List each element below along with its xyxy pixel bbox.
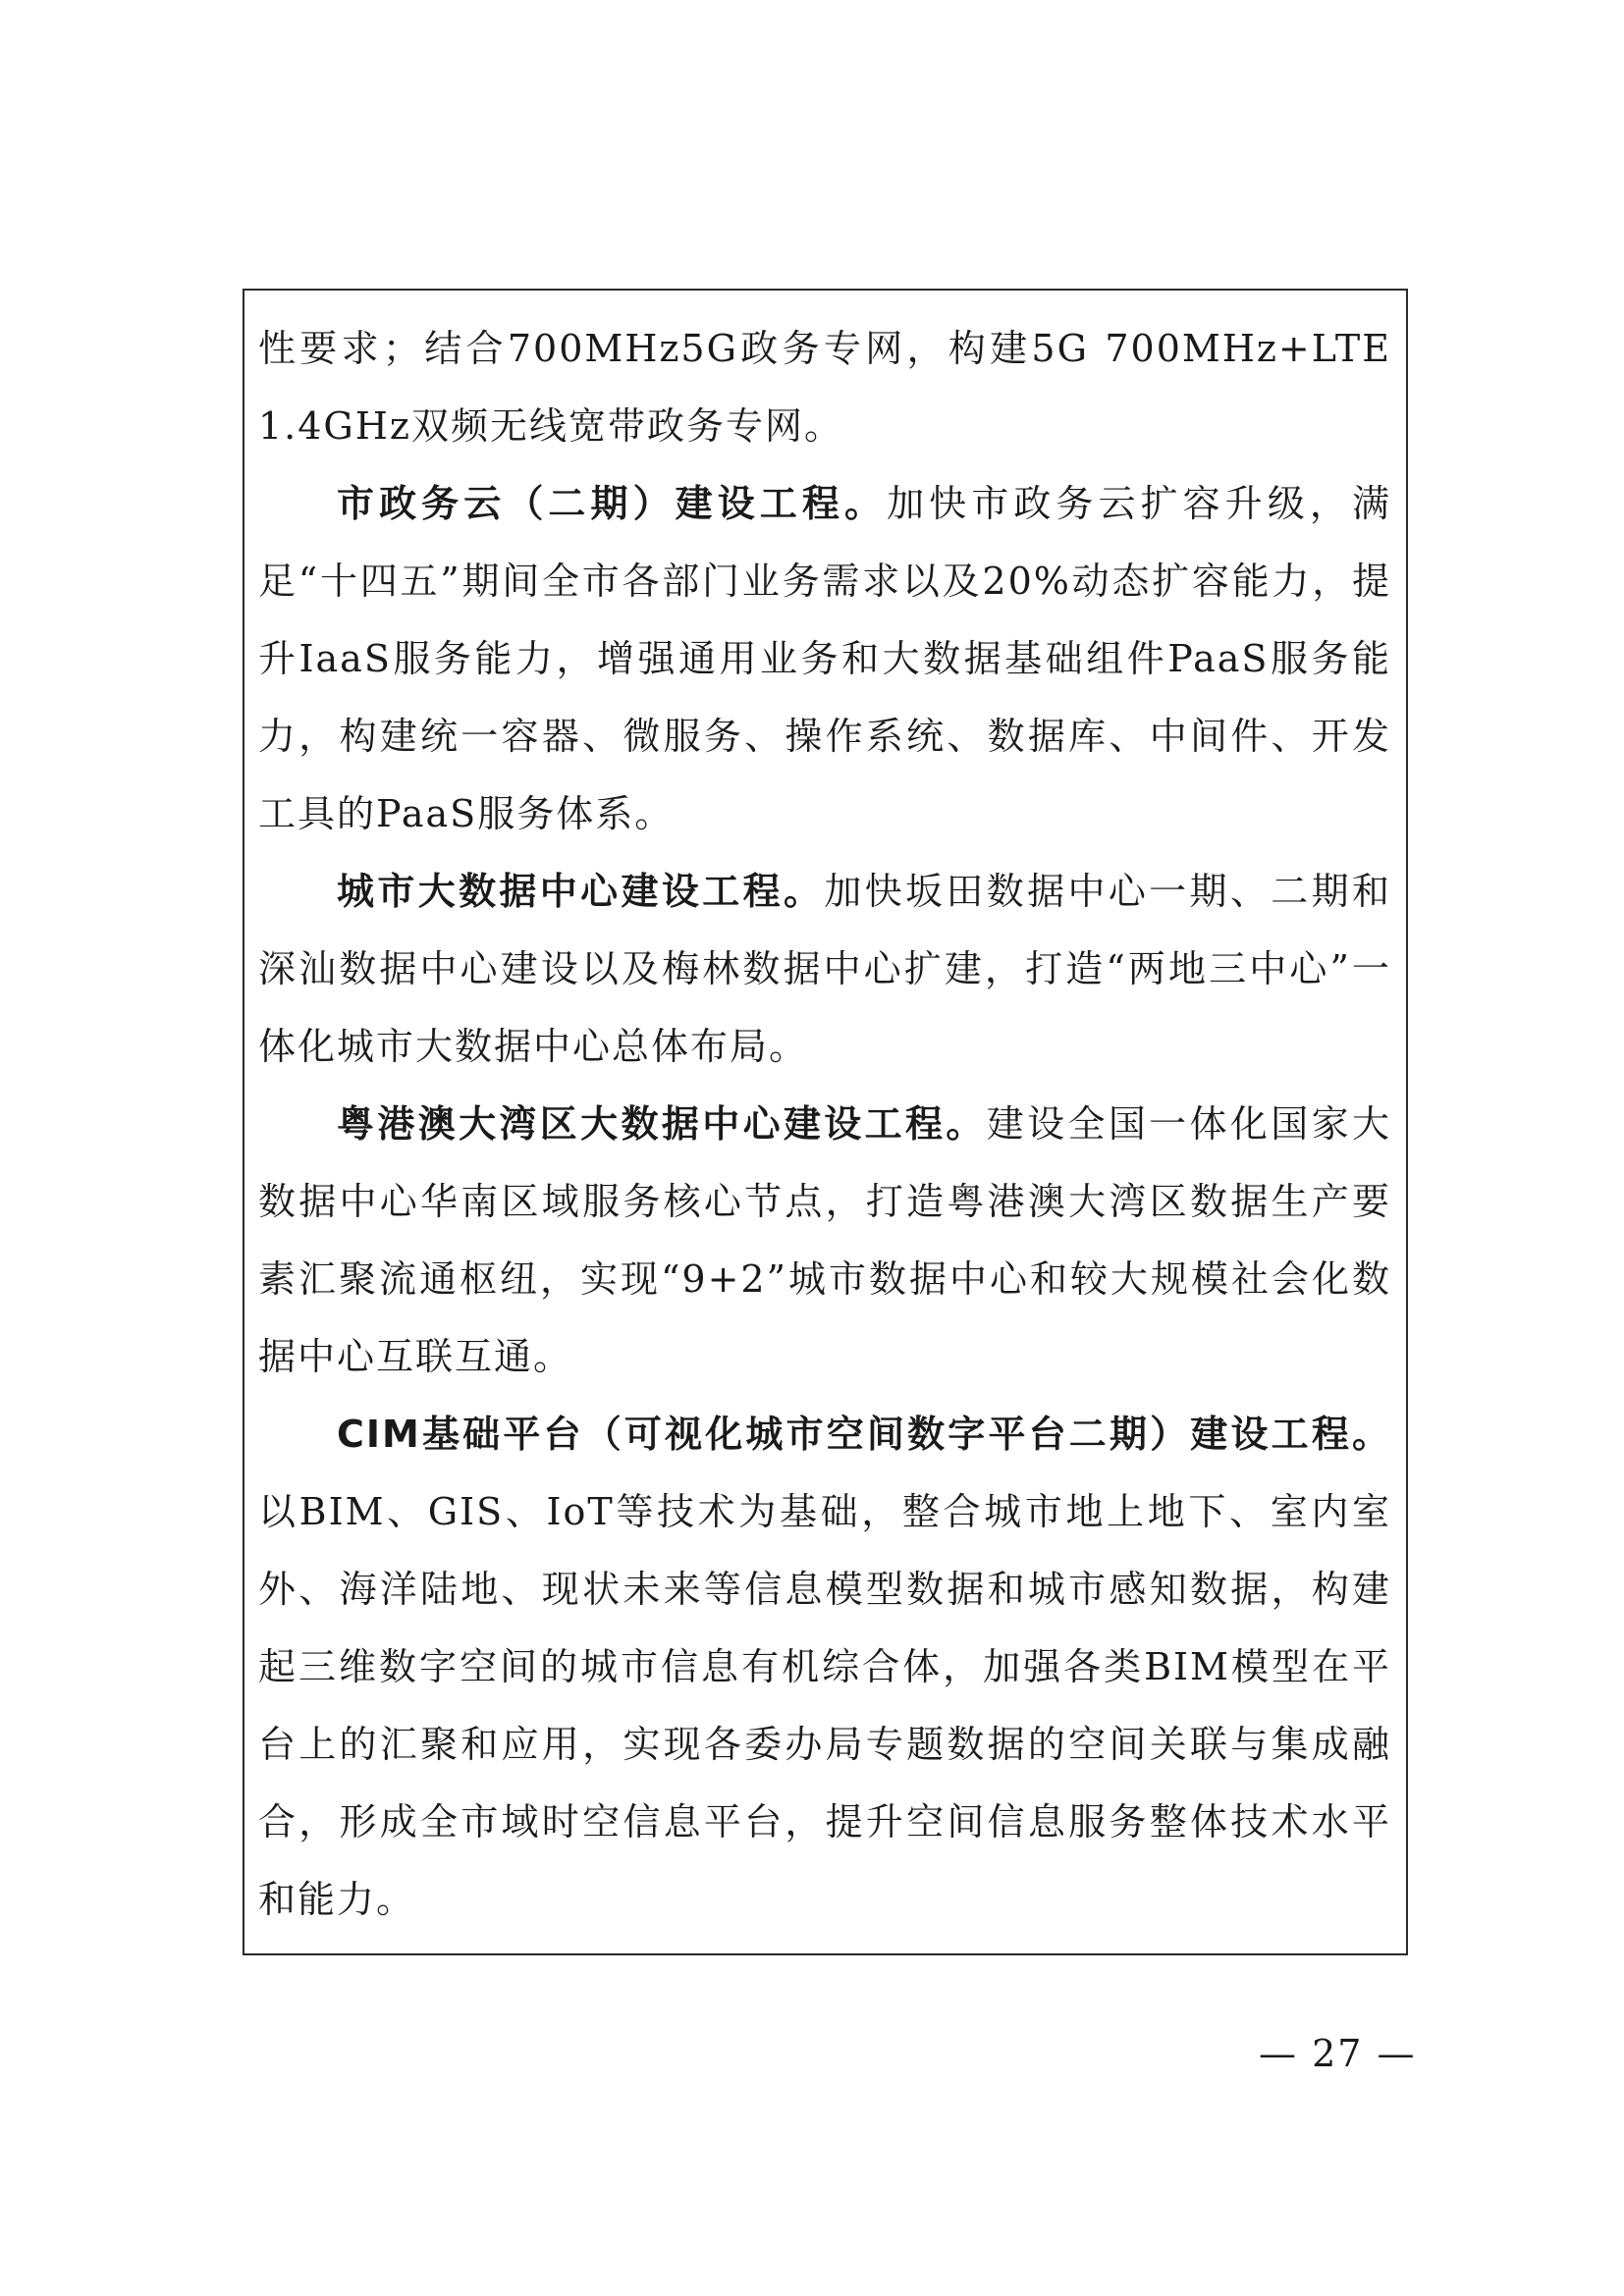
section-body: 加快市政务云扩容升级，满足“十四五”期间全市各部门业务需求以及20%动态扩容能力，提升IaaS服务能力，增强通用业务和大数据基础组件PaaS服务能力，构建统一容器、微服务、操作系统、数据库、中间件、开发工具的PaaS服务体系。 bbox=[258, 482, 1391, 835]
section-heading: CIM基础平台（可视化城市空间数字平台二期）建设工程。 bbox=[337, 1413, 1391, 1456]
intro-paragraph: 性要求；结合700MHz5G政务专网，构建5G 700MHz+LTE 1.4GHz双频无线宽带政务专网。 bbox=[258, 327, 1391, 448]
section-heading: 市政务云（二期）建设工程。 bbox=[337, 482, 888, 525]
section-heading: 城市大数据中心建设工程。 bbox=[337, 870, 825, 913]
section-paragraph-gov-cloud bbox=[258, 465, 1391, 853]
section-paragraph-city-data-center bbox=[258, 853, 1391, 1086]
section-body: 加快坂田数据中心一期、二期和深汕数据中心建设以及梅林数据中心扩建，打造“两地三中心”一体化城市大数据中心总体布局。 bbox=[258, 870, 1391, 1068]
section-heading: 粤港澳大湾区大数据中心建设工程。 bbox=[337, 1102, 987, 1146]
content-body bbox=[258, 310, 1391, 1939]
content-box bbox=[243, 289, 1408, 1955]
section-paragraph-gba-data-center bbox=[258, 1086, 1391, 1396]
section-body: 以BIM、GIS、IoT等技术为基础，整合城市地上地下、室内室外、海洋陆地、现状未来等信息模型数据和城市感知数据，构建起三维数字空间的城市信息有机综合体，加强各类BIM模型在平台上的汇聚和应用，实现各委办局专题数据的空间关联与集成融合，形成全市域时空信息平台，提升空间信息服务整体技术水平和能力。 bbox=[258, 1490, 1391, 1921]
page-number: — 27 — bbox=[1259, 2032, 1417, 2075]
section-paragraph-cim-platform bbox=[258, 1396, 1391, 1939]
section-body: 建设全国一体化国家大数据中心华南区域服务核心节点，打造粤港澳大湾区数据生产要素汇聚流通枢纽，实现“9+2”城市数据中心和较大规模社会化数据中心互联互通。 bbox=[258, 1102, 1391, 1378]
